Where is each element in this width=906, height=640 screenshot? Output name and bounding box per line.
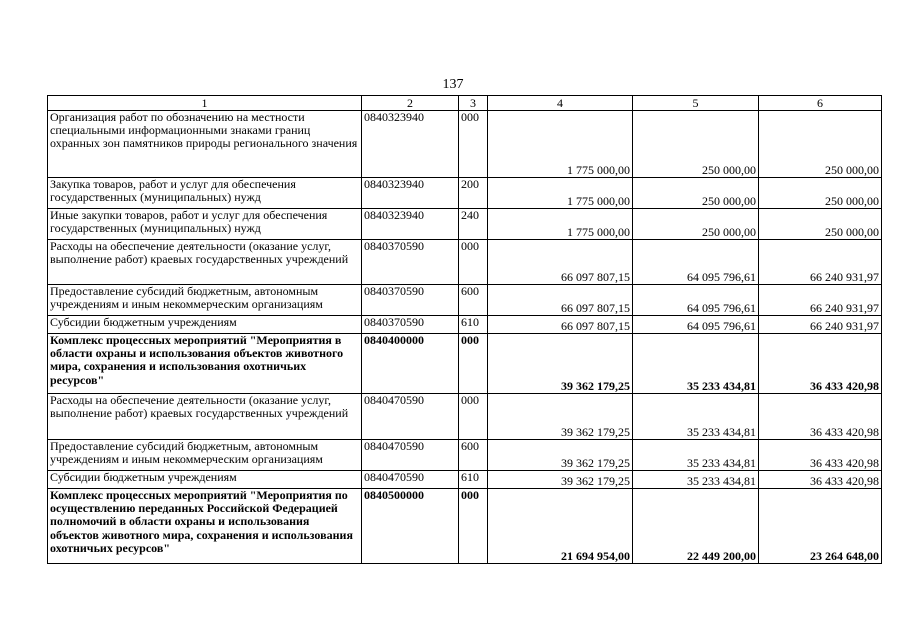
row-name-cell: Комплекс процессных мероприятий "Мероприятия в области охраны и использования объектов животного мира, сохранения и использования охотничьих ресурсов" <box>48 334 362 394</box>
row-name-cell: Организация работ по обозначению на местности специальными информационными знаками границ охранных зон памятников природы регионального значения <box>48 111 362 178</box>
row-amount-2025-cell: 36 433 420,98 <box>759 394 882 440</box>
row-name-cell: Предоставление субсидий бюджетным, автономным учреждениям и иным некоммерческим организациям <box>48 285 362 316</box>
row-amount-2023-cell: 1 775 000,00 <box>488 178 633 209</box>
table-row <box>48 334 882 394</box>
row-code-cell: 0840323940 <box>362 209 459 240</box>
row-amount-2023-cell: 21 694 954,00 <box>488 489 633 564</box>
row-type-cell: 000 <box>459 240 488 285</box>
row-code-cell: 0840370590 <box>362 285 459 316</box>
row-amount-2025-cell: 250 000,00 <box>759 178 882 209</box>
row-amount-2025-cell: 36 433 420,98 <box>759 471 882 489</box>
row-amount-2025-cell: 66 240 931,97 <box>759 285 882 316</box>
row-name-cell: Закупка товаров, работ и услуг для обеспечения государственных (муниципальных) нужд <box>48 178 362 209</box>
row-name-cell: Субсидии бюджетным учреждениям <box>48 316 362 334</box>
row-amount-2024-cell: 64 095 796,61 <box>633 240 759 285</box>
row-amount-2024-cell: 250 000,00 <box>633 209 759 240</box>
row-amount-2023-cell: 1 775 000,00 <box>488 209 633 240</box>
row-name-cell: Предоставление субсидий бюджетным, автономным учреждениям и иным некоммерческим организациям <box>48 440 362 471</box>
row-amount-2023-cell: 39 362 179,25 <box>488 394 633 440</box>
header-cell-2: 2 <box>362 96 459 111</box>
header-cell-5: 5 <box>633 96 759 111</box>
row-amount-2024-cell: 64 095 796,61 <box>633 285 759 316</box>
row-amount-2023-cell: 39 362 179,25 <box>488 334 633 394</box>
table-row <box>48 394 882 440</box>
table-row <box>48 285 882 316</box>
row-code-cell: 0840400000 <box>362 334 459 394</box>
budget-table <box>47 95 882 564</box>
header-cell-1: 1 <box>48 96 362 111</box>
row-code-cell: 0840370590 <box>362 316 459 334</box>
row-amount-2023-cell: 39 362 179,25 <box>488 440 633 471</box>
row-type-cell: 000 <box>459 394 488 440</box>
row-amount-2025-cell: 250 000,00 <box>759 209 882 240</box>
row-amount-2024-cell: 250 000,00 <box>633 111 759 178</box>
row-amount-2024-cell: 35 233 434,81 <box>633 334 759 394</box>
row-type-cell: 240 <box>459 209 488 240</box>
table-row <box>48 316 882 334</box>
header-cell-6: 6 <box>759 96 882 111</box>
row-code-cell: 0840323940 <box>362 111 459 178</box>
row-amount-2025-cell: 66 240 931,97 <box>759 316 882 334</box>
table-row <box>48 178 882 209</box>
row-type-cell: 200 <box>459 178 488 209</box>
row-type-cell: 600 <box>459 285 488 316</box>
row-amount-2024-cell: 35 233 434,81 <box>633 471 759 489</box>
row-name-cell: Расходы на обеспечение деятельности (оказание услуг, выполнение работ) краевых государственных учреждений <box>48 394 362 440</box>
table-row <box>48 240 882 285</box>
row-name-cell: Комплекс процессных мероприятий "Мероприятия по осуществлению переданных Российской Федерацией полномочий в области охраны и использования объектов животного мира, сохранения и использования охотничьих ресурсов" <box>48 489 362 564</box>
row-amount-2025-cell: 36 433 420,98 <box>759 440 882 471</box>
row-amount-2023-cell: 1 775 000,00 <box>488 111 633 178</box>
row-amount-2025-cell: 23 264 648,00 <box>759 489 882 564</box>
row-amount-2024-cell: 35 233 434,81 <box>633 440 759 471</box>
row-name-cell: Субсидии бюджетным учреждениям <box>48 471 362 489</box>
table-row <box>48 111 882 178</box>
row-type-cell: 000 <box>459 111 488 178</box>
row-amount-2023-cell: 66 097 807,15 <box>488 240 633 285</box>
row-type-cell: 610 <box>459 471 488 489</box>
row-amount-2024-cell: 35 233 434,81 <box>633 394 759 440</box>
row-amount-2024-cell: 64 095 796,61 <box>633 316 759 334</box>
row-type-cell: 610 <box>459 316 488 334</box>
row-amount-2025-cell: 250 000,00 <box>759 111 882 178</box>
row-amount-2023-cell: 66 097 807,15 <box>488 285 633 316</box>
row-code-cell: 0840470590 <box>362 394 459 440</box>
row-name-cell: Расходы на обеспечение деятельности (оказание услуг, выполнение работ) краевых государственных учреждений <box>48 240 362 285</box>
row-amount-2024-cell: 250 000,00 <box>633 178 759 209</box>
table-row <box>48 209 882 240</box>
row-amount-2023-cell: 66 097 807,15 <box>488 316 633 334</box>
row-name-cell: Иные закупки товаров, работ и услуг для обеспечения государственных (муниципальных) нужд <box>48 209 362 240</box>
row-code-cell: 0840323940 <box>362 178 459 209</box>
header-cell-4: 4 <box>488 96 633 111</box>
row-type-cell: 600 <box>459 440 488 471</box>
row-amount-2025-cell: 36 433 420,98 <box>759 334 882 394</box>
row-type-cell: 000 <box>459 334 488 394</box>
row-code-cell: 0840470590 <box>362 471 459 489</box>
row-amount-2025-cell: 66 240 931,97 <box>759 240 882 285</box>
row-code-cell: 0840470590 <box>362 440 459 471</box>
row-code-cell: 0840370590 <box>362 240 459 285</box>
row-type-cell: 000 <box>459 489 488 564</box>
table-row <box>48 440 882 471</box>
row-amount-2023-cell: 39 362 179,25 <box>488 471 633 489</box>
table-row <box>48 471 882 489</box>
table-row <box>48 489 882 564</box>
table-header-row <box>48 96 882 111</box>
header-cell-3: 3 <box>459 96 488 111</box>
row-code-cell: 0840500000 <box>362 489 459 564</box>
row-amount-2024-cell: 22 449 200,00 <box>633 489 759 564</box>
page-number: 137 <box>442 77 464 92</box>
